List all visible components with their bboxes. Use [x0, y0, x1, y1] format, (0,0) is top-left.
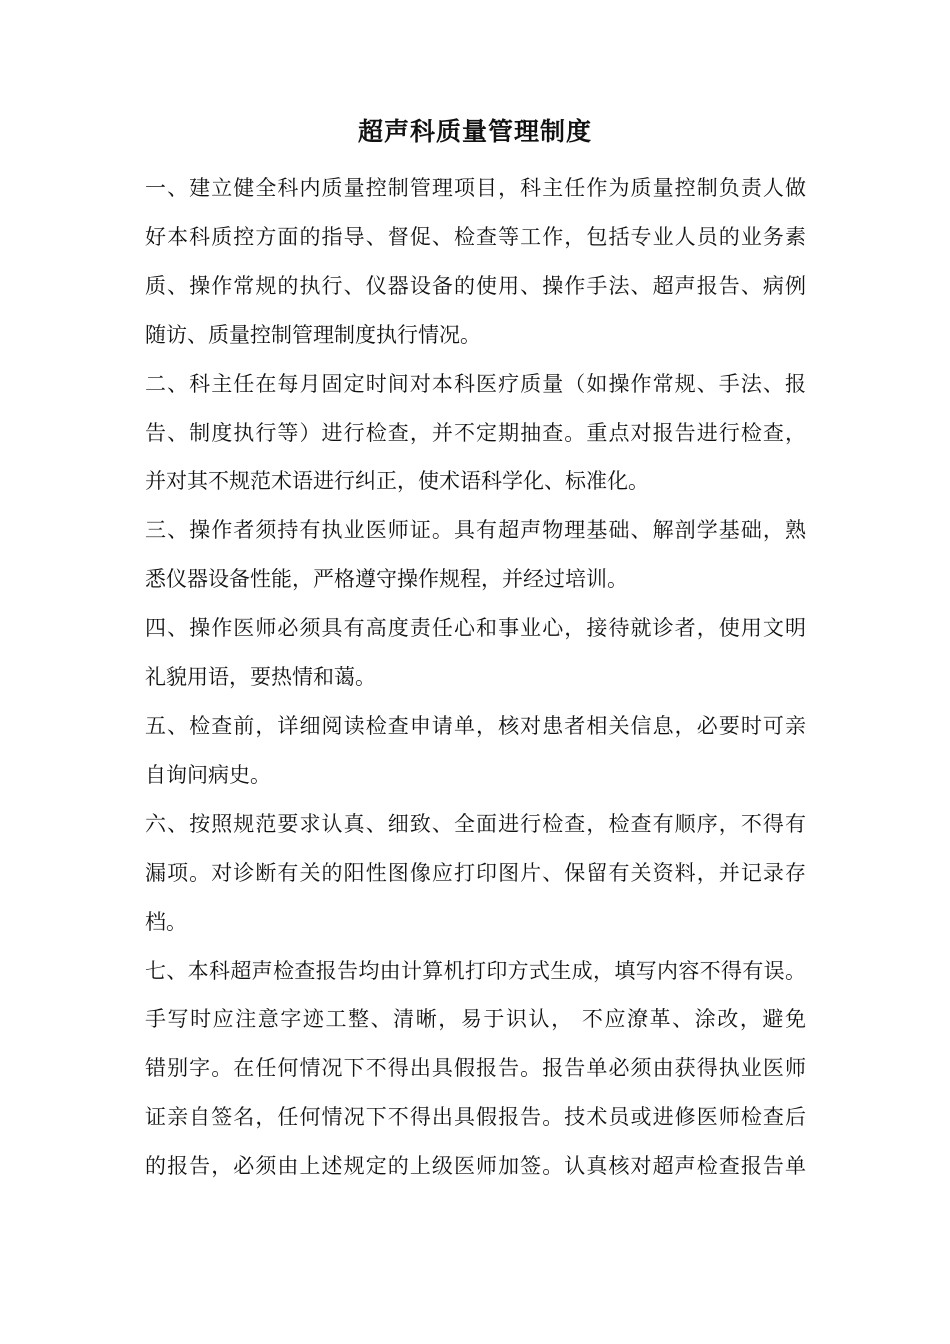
text-line: 证亲自签名，任何情况下不得出具假报告。技术员或进修医师检查后 [145, 1105, 806, 1130]
text-line: 六、按照规范要求认真、细致、全面进行检查，检查有顺序，不得有 [145, 811, 806, 836]
text-line: 并对其不规范术语进行纠正，使术语科学化、标准化。 [145, 469, 649, 494]
text-line: 档。 [145, 909, 187, 934]
text-line: 错别字。在任何情况下不得出具假报告。报告单必须由获得执业医师 [145, 1056, 806, 1081]
text-line: 告、制度执行等）进行检查，并不定期抽查。重点对报告进行检查， [145, 420, 806, 445]
text-line: 四、操作医师必须具有高度责任心和事业心，接待就诊者，使用文明 [145, 616, 806, 641]
text-line: 手写时应注意字迹工整、清晰，易于识认， 不应潦革、涂改，避免 [145, 1007, 806, 1032]
text-line: 好本科质控方面的指导、督促、检查等工作，包括专业人员的业务素 [145, 224, 806, 249]
text-line: 悉仪器设备性能，严格遵守操作规程，并经过培训。 [145, 567, 628, 592]
text-line: 三、操作者须持有执业医师证。具有超声物理基础、解剖学基础，熟 [145, 518, 806, 543]
paragraph-4 [145, 604, 806, 702]
paragraph-3 [145, 506, 806, 604]
text-line: 质、操作常规的执行、仪器设备的使用、操作手法、超声报告、病例 [145, 273, 806, 298]
text-line: 一、建立健全科内质量控制管理项目，科主任作为质量控制负责人做 [145, 176, 806, 200]
paragraph-5 [145, 702, 806, 800]
text-line: 五、检查前，详细阅读检查申请单，核对患者相关信息，必要时可亲 [145, 713, 806, 738]
text-line: 随访、质量控制管理制度执行情况。 [145, 322, 481, 347]
paragraph-2 [145, 360, 806, 507]
document-title: 超声科质量管理制度 [357, 117, 592, 146]
paragraph-7 [145, 947, 806, 1192]
text-line: 漏项。对诊断有关的阳性图像应打印图片、保留有关资料，并记录存 [145, 860, 806, 885]
text-line: 礼貌用语，要热情和蔼。 [145, 665, 376, 690]
text-line: 七、本科超声检查报告均由计算机打印方式生成，填写内容不得有误。 [145, 958, 806, 983]
text-line: 的报告，必须由上述规定的上级医师加签。认真核对超声检查报告单 [145, 1154, 806, 1179]
paragraph-6 [145, 800, 806, 947]
text-line: 自询问病史。 [145, 762, 271, 787]
paragraph-1 [145, 164, 806, 360]
text-line: 二、科主任在每月固定时间对本科医疗质量（如操作常规、手法、报 [145, 371, 806, 396]
document-body [145, 164, 806, 1191]
